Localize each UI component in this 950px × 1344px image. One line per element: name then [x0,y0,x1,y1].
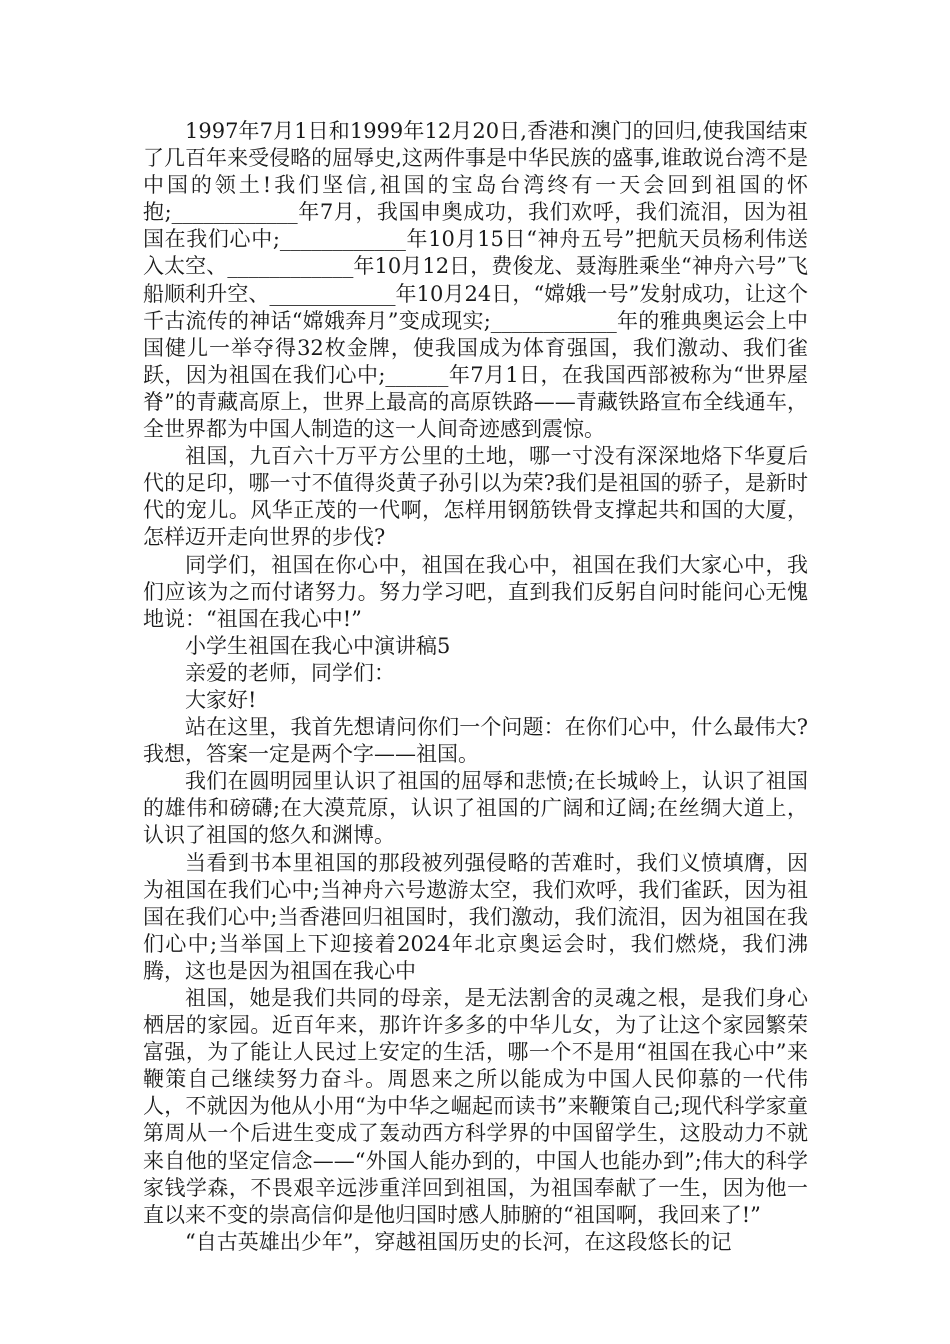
paragraph-handover-history: 1997年7月1日和1999年12月20日,香港和澳门的回归,使我国结束了几百年来受侵略的屈辱史,这两件事是中华民族的盛事,谁敢说台湾不是中国的领土!我们坚信,祖国的宝岛台湾终有一天会回到祖国的怀抱;____________年7月，我国申奥成功，我们欢呼，我们流泪，因为祖国在我们心中;____________年10月15日“神舟五号”把航天员杨利伟送入太空、____________年10月12日，费俊龙、聂海胜乘坐“神舟六号”飞船顺利升空、____________年10月24日，“嫦娥一号”发射成功，让这个千古流传的神话“嫦娥奔月”变成现实;____________年的雅典奥运会上中国健儿一举夺得32枚金牌，使我国成为体育强国，我们激动、我们雀跃，因为祖国在我们心中;______年7月1日，在我国西部被称为“世界屋脊”的青藏高原上，世界上最高的高原铁路——青藏铁路宣布全线通车，全世界都为中国人制造的这一人间奇迹感到震惊。 [143,119,808,442]
paragraph-motherland-land: 祖国，九百六十万平方公里的土地，哪一寸没有深深地烙下华夏后代的足印，哪一寸不值得炎黄子孙引以为荣?我们是祖国的骄子，是新时代的宠儿。风华正茂的一代啊，怎样用钢筋铁骨支撑起共和国的大厦，怎样迈开走向世界的步伐? [143,444,808,550]
paragraph-emotions: 当看到书本里祖国的那段被列强侵略的苦难时，我们义愤填膺，因为祖国在我们心中;当神舟六号遨游太空，我们欢呼，我们雀跃，因为祖国在我们心中;当香港回归祖国时，我们激动，我们流泪，因为祖国在我们心中;当举国上下迎接着2024年北京奥运会时，我们燃烧，我们沸腾，这也是因为祖国在我心中 [143,850,808,983]
paragraph-mother: 祖国，她是我们共同的母亲，是无法割舍的灵魂之根，是我们身心栖居的家园。近百年来，那许许多多的中华儿女，为了让这个家园繁荣富强，为了能让人民过上安定的生活，哪一个不是用“祖国在我心中”来鞭策自己继续努力奋斗。周恩来之所以能成为中国人民仰慕的一代伟人，不就因为他从小用“为中华之崛起而读书”来鞭策自己;现代科学家童第周从一个后进生变成了轰动西方科学界的中国留学生，这股动力不就来自他的坚定信念——“外国人能办到的，中国人也能办到”;伟大的科学家钱学森，不畏艰辛远涉重洋回到祖国，为祖国奉献了一生，因为他一直以来不变的崇高信仰是他归国时感人肺腑的“祖国啊，我回来了!” [143,986,808,1227]
paragraph-question: 站在这里，我首先想请问你们一个问题：在你们心中，什么最伟大?我想，答案一定是两个字——祖国。 [143,715,808,767]
paragraph-heroes: “自古英雄出少年”，穿越祖国历史的长河，在这段悠长的记 [185,1229,732,1254]
speech-title: 小学生祖国在我心中演讲稿5 [185,633,451,658]
paragraph-recognition: 我们在圆明园里认识了祖国的屈辱和悲愤;在长城岭上，认识了祖国的雄伟和磅礴;在大漠荒原，认识了祖国的广阔和辽阔;在丝绸大道上，认识了祖国的悠久和渊博。 [143,769,808,848]
paragraph-classmates-effort: 同学们，祖国在你心中，祖国在我心中，祖国在我们大家心中，我们应该为之而付诸努力。努力学习吧，直到我们反躬自问时能问心无愧地说：“祖国在我心中!” [143,552,808,631]
salutation: 亲爱的老师，同学们： [185,660,395,685]
greeting: 大家好! [185,687,257,712]
document-body [143,118,808,1256]
